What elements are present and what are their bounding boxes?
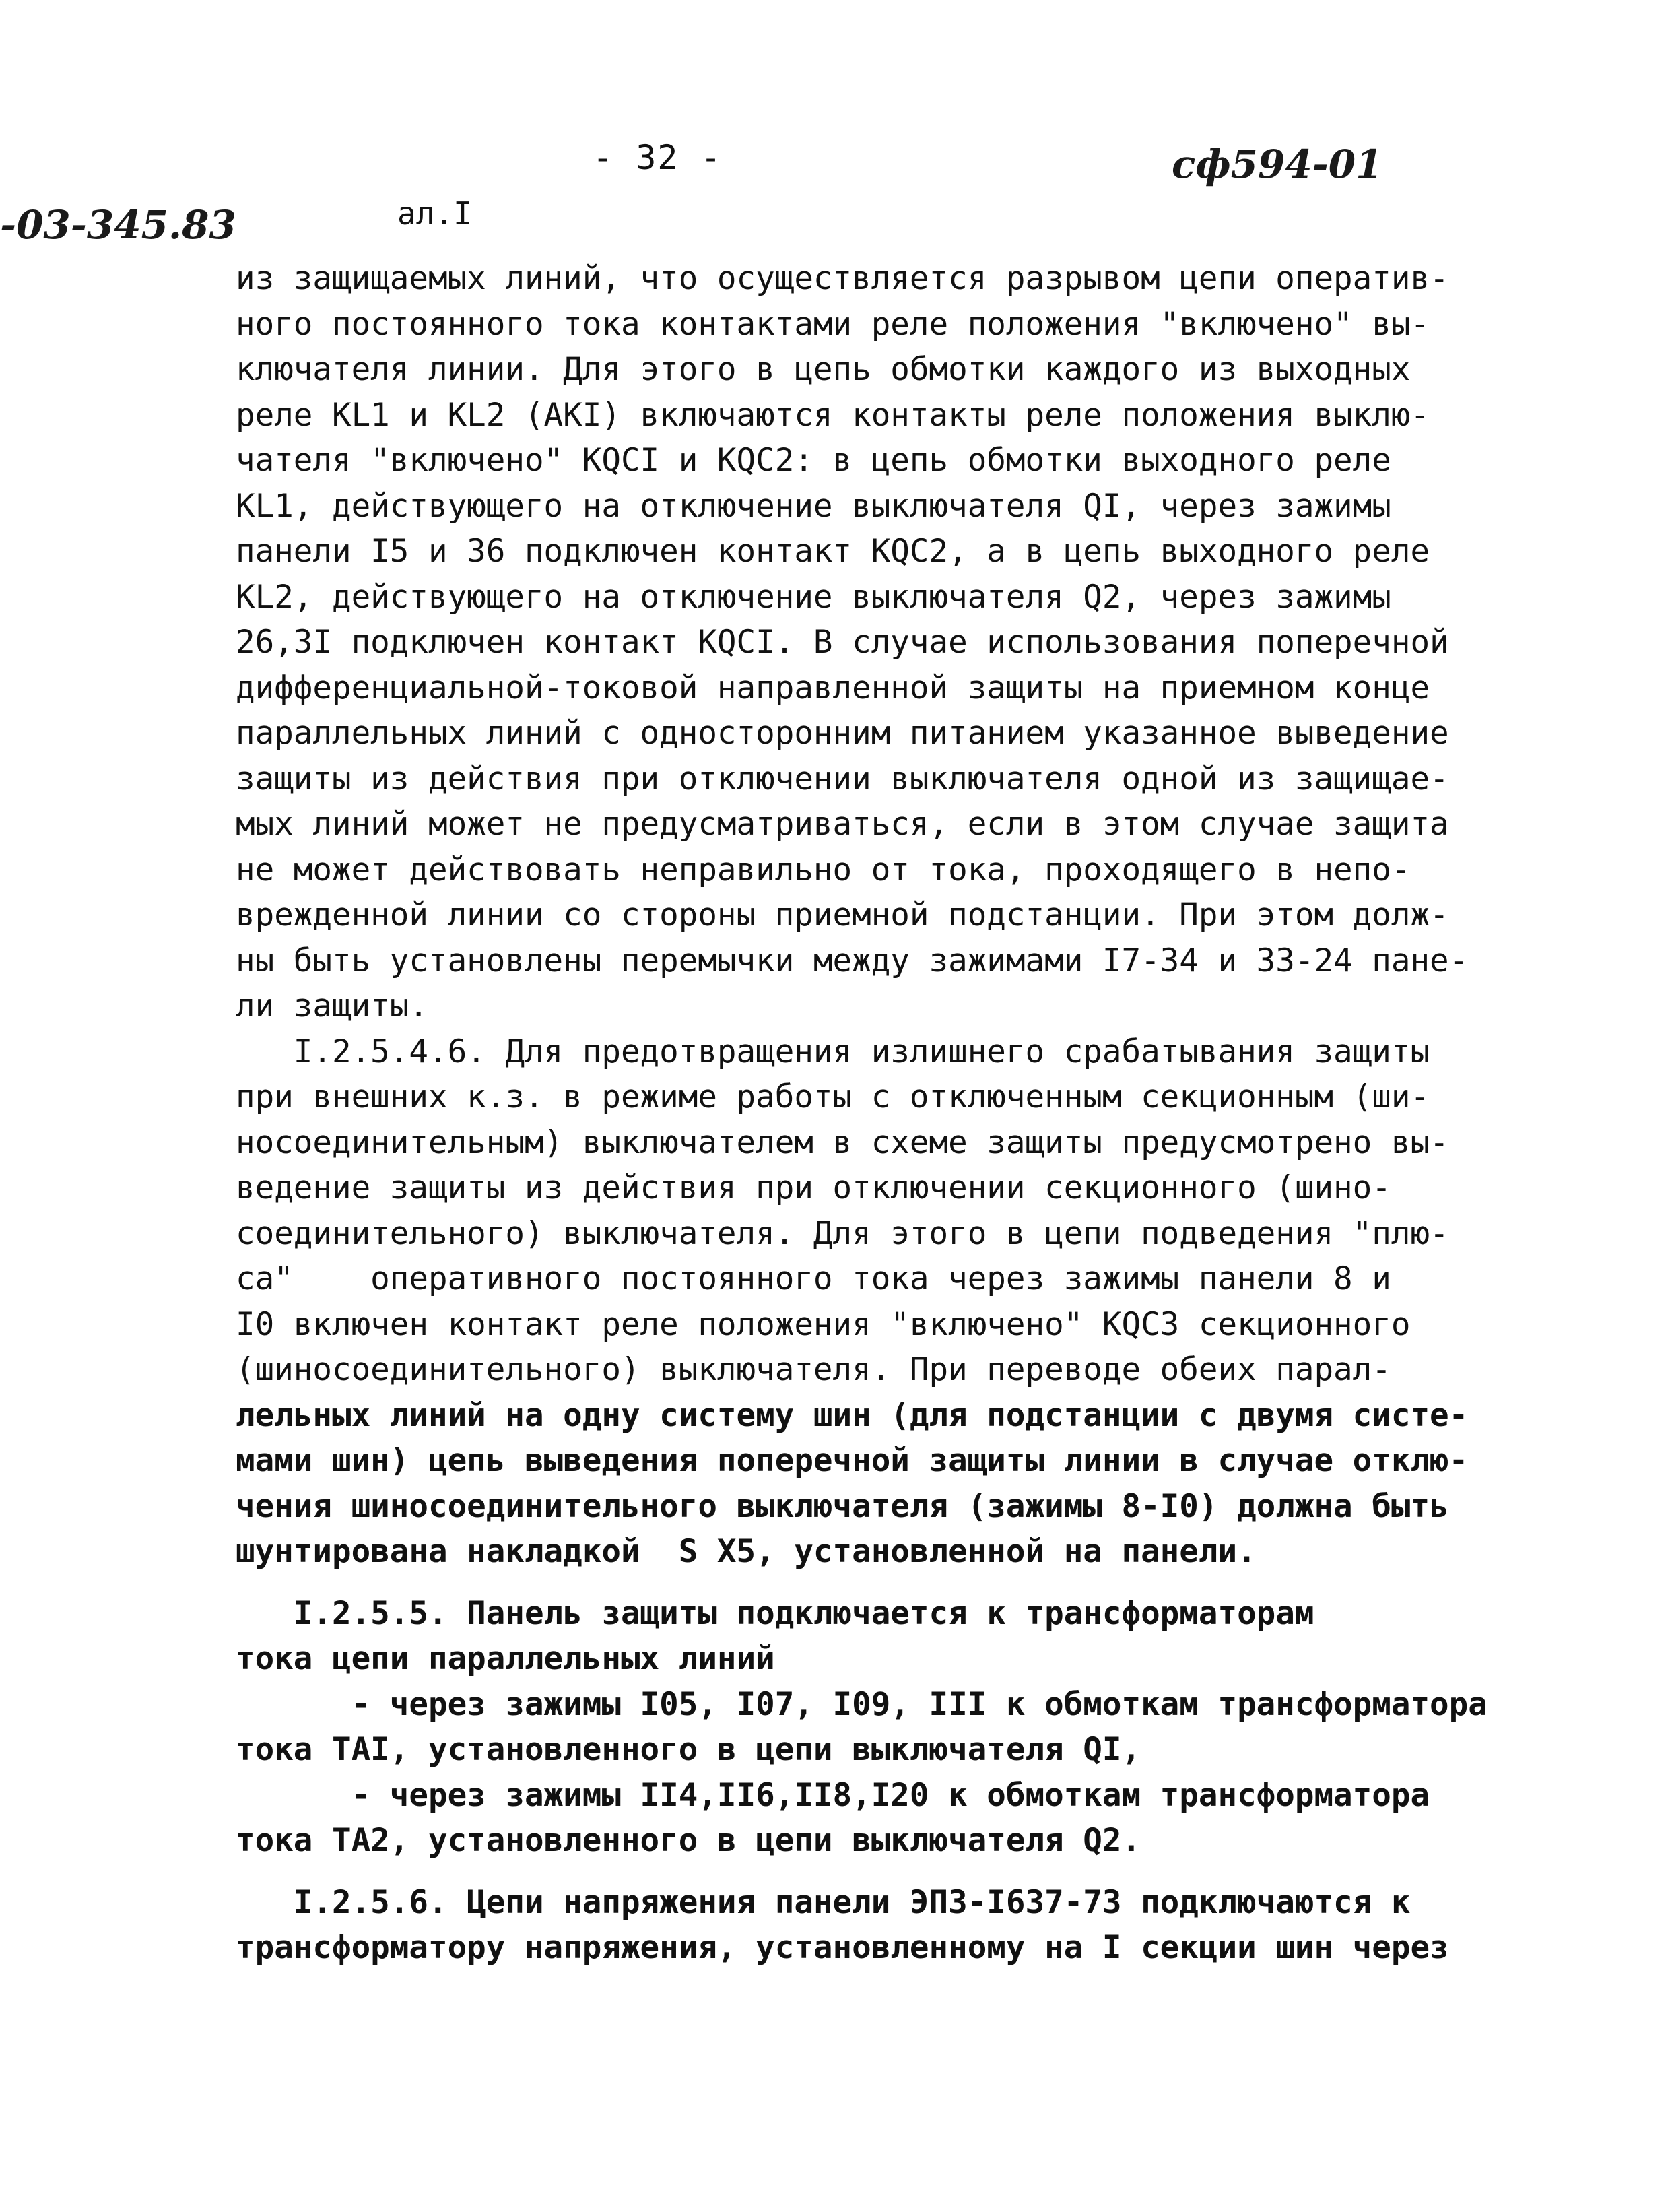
text-line: ны быть установлены перемычки между зажимами I7-34 и 33-24 пане- [236, 942, 1469, 979]
text-line: трансформатору напряжения, установленному на I секции шин через [236, 1929, 1449, 1966]
text-line: соединительного) выключателя. Для этого в цепи подведения "плю- [236, 1214, 1449, 1252]
paragraph-4 [236, 1880, 1448, 1971]
text-line: мых линий может не предусматриваться, если в этом случае защита [236, 806, 1449, 843]
paragraph-gap [236, 1575, 1448, 1591]
text-line: лельных линий на одну систему шин (для подстанции с двумя систе- [236, 1396, 1469, 1434]
handwritten-code-right: сф594-01 [1172, 141, 1383, 187]
paragraph-2 [236, 1029, 1469, 1575]
handwritten-code-left: -03-345.83 [0, 202, 236, 248]
text-line: 26,3I подключен контакт KQCI. В случае использования поперечной [236, 624, 1449, 661]
text-line: дифференциальной-токовой направленной защиты на приемном конце [236, 669, 1430, 707]
document-body [236, 256, 1488, 1971]
text-line: мами шин) цепь выведения поперечной защиты линии в случае отклю- [236, 1442, 1469, 1479]
text-line: - через зажимы II4,II6,II8,I20 к обмоткам трансформатора [236, 1776, 1430, 1814]
text-line: параллельных линий с односторонним питанием указанное выведение [236, 715, 1449, 752]
text-line: ного постоянного тока контактами реле положения "включено" вы- [236, 305, 1430, 343]
text-line: носоединительным) выключателем в схеме защиты предусмотрено вы- [236, 1124, 1449, 1161]
text-line: реле KL1 и KL2 (AKI) включаются контакты реле положения выклю- [236, 396, 1430, 434]
text-line: I.2.5.5. Панель защиты подключается к трансформаторам [236, 1594, 1314, 1632]
text-line: I.2.5.4.6. Для предотвращения излишнего срабатывания защиты [236, 1033, 1430, 1070]
text-line: ведение защиты из действия при отключении секционного (шино- [236, 1169, 1391, 1206]
paragraph-1 [236, 256, 1469, 1029]
text-line: чателя "включено" KQCI и KQC2: в цепь обмотки выходного реле [236, 442, 1391, 479]
paragraph-gap [236, 1864, 1448, 1880]
text-line: KL1, действующего на отключение выключателя QI, через зажимы [236, 487, 1391, 525]
text-line: тока TA2, установленного в цепи выключателя Q2. [236, 1822, 1141, 1859]
text-line: тока TAI, установленного в цепи выключателя QI, [236, 1731, 1141, 1768]
text-line: I.2.5.6. Цепи напряжения панели ЭПЗ-I637-73 подключаются к [236, 1883, 1411, 1921]
text-line: I0 включен контакт реле положения "включено" KQC3 секционного [236, 1305, 1411, 1343]
text-line: при внешних к.з. в режиме работы с отключенным секционным (ши- [236, 1078, 1430, 1115]
text-line: врежденной линии со стороны приемной подстанции. При этом долж- [236, 897, 1449, 934]
sheet-label: ал.I [397, 195, 472, 232]
text-line: из защищаемых линий, что осуществляется разрывом цепи оператив- [236, 260, 1449, 297]
page-number: - 32 - [593, 138, 723, 177]
text-line: ключателя линии. Для этого в цепь обмотки каждого из выходных [236, 351, 1411, 388]
text-line: панели I5 и 36 подключен контакт KQC2, а в цепь выходного реле [236, 533, 1430, 570]
text-line: тока цепи параллельных линий [236, 1640, 775, 1677]
text-line: чения шиносоединительного выключателя (зажимы 8-I0) должна быть [236, 1487, 1449, 1525]
text-line: - через зажимы I05, I07, I09, III к обмоткам трансформатора [236, 1685, 1488, 1723]
paragraph-3 [236, 1591, 1488, 1864]
text-line: шунтирована накладкой S X5, установленной на панели. [236, 1533, 1257, 1570]
text-line: KL2, действующего на отключение выключателя Q2, через зажимы [236, 578, 1391, 616]
text-line: защиты из действия при отключении выключателя одной из защищае- [236, 760, 1449, 798]
text-line: ли защиты. [236, 987, 428, 1024]
text-line: са" оперативного постоянного тока через зажимы панели 8 и [236, 1260, 1391, 1297]
text-line: (шиносоединительного) выключателя. При переводе обеих парал- [236, 1351, 1391, 1388]
text-line: не может действовать неправильно от тока, проходящего в непо- [236, 851, 1411, 888]
